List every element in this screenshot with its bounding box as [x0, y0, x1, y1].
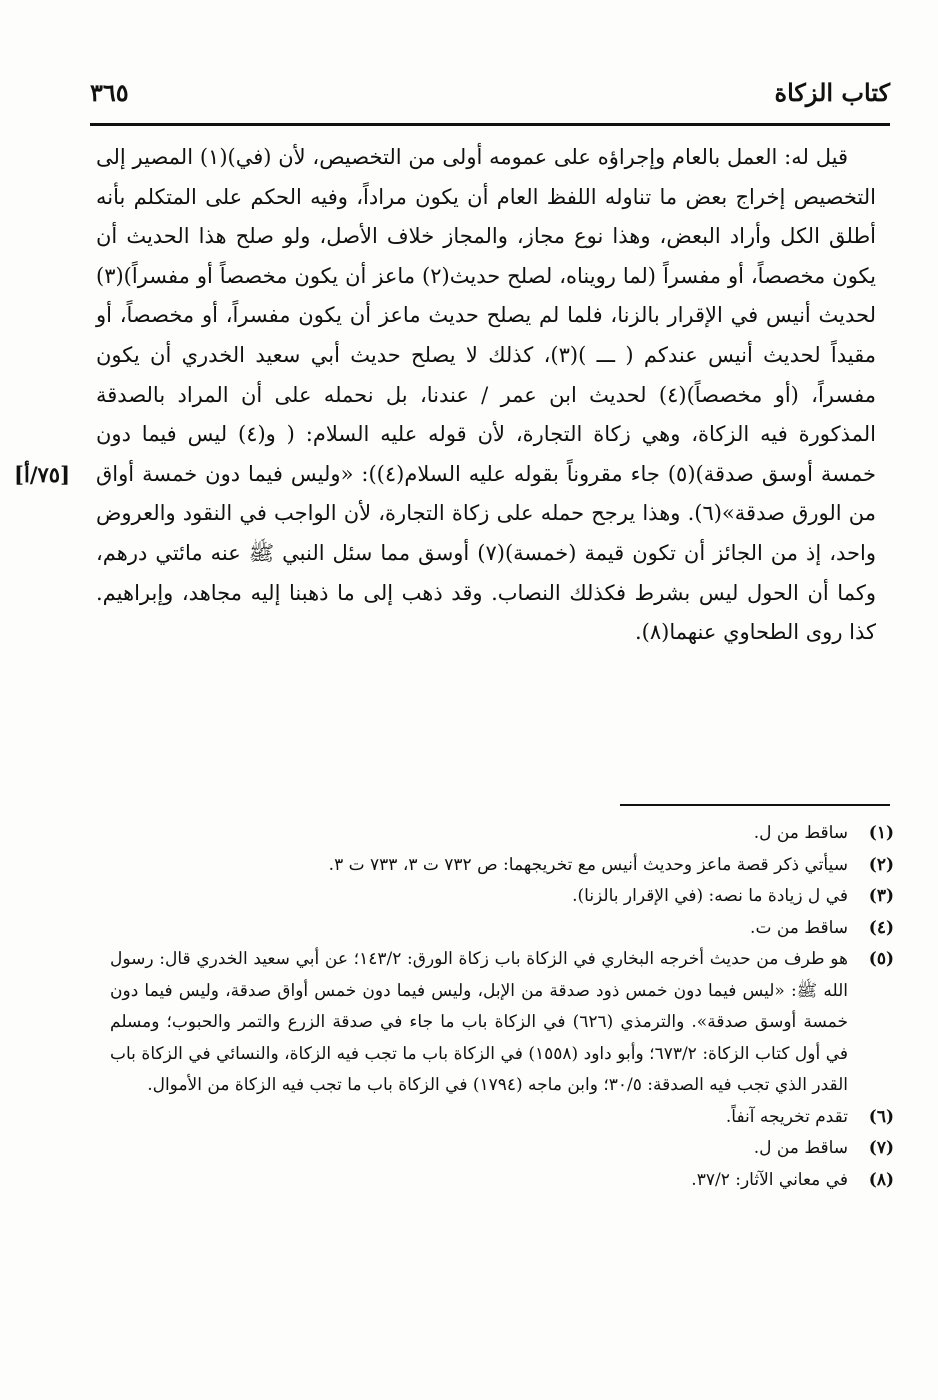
footnote-number: (٦): [868, 1106, 894, 1127]
footnote: [110, 850, 894, 882]
footnote-text: سيأتي ذكر قصة ماعز وحديث أنيس مع تخريجهما: ص ٧٣٢ ت ٣، ٧٣٣ ت ٣.: [328, 854, 848, 875]
footnote: [110, 1133, 894, 1165]
footnote-number: (٣): [868, 886, 894, 906]
main-text: [96, 138, 876, 653]
footnote: [110, 881, 894, 913]
footnote-text: ساقط من ل.: [753, 1138, 848, 1158]
running-title: كتاب الزكاة: [774, 78, 890, 107]
header-rule: [90, 123, 890, 126]
footnote: [110, 944, 894, 1102]
footnote: [110, 818, 894, 850]
footnote-text: ساقط من ت.: [750, 917, 848, 938]
footnote: [110, 1165, 894, 1197]
footnote-separator: [620, 804, 890, 806]
footnote-number: (٨): [868, 1169, 894, 1190]
footnote: [110, 1102, 894, 1134]
footnotes: [110, 818, 894, 1196]
footnote-text: تقدم تخريجه آنفاً.: [725, 1106, 848, 1127]
footnote-text: في ل زيادة ما نصه: (في الإقرار بالزنا).: [572, 886, 848, 906]
footnote-number: (٥): [868, 949, 894, 969]
body-paragraph: قيل له: العمل بالعام وإجراؤه على عمومه أولى من التخصيص، لأن (في)(١) المصير إلى التخصيص إخراج بعض ما تناوله اللفظ العام أن يكون مراداً، وفيه الحكم على المتكلم بأنه أطلق الكل وأراد البعض، وهذا نوع مجاز، والمجاز خلاف الأصل، ولو صلح هذا الحديث أن يكون مخصصاً، أو مفسراً (لما رويناه، لصلح حديث(٢) ماعز أن يكون مخصصاً أو مفسراً)(٣) لحديث أنيس في الإقرار بالزنا، فلما لم يصلح حديث ماعز أن يكون مفسراً، أو مخصصاً، أو مقيداً لحديث أنيس عندكم ( ـــ )(٣)، كذلك لا يصلح حديث أبي سعيد الخدري أن يكون مفسراً، (أو مخصصاً)(٤) لحديث ابن عمر / عندنا، بل نحمله على أن المراد بالصدقة المذكورة فيه الزكاة، وهي زكاة التجارة، لأن قوله عليه السلام: ( و(٤) ليس فيما دون خمسة أوسق صدقة)(٥) جاء مقروناً بقوله عليه السلام(٤)): «وليس فيما دون خمسة أواق من الورق صدقة»(٦). وهذا يرجح حمله على زكاة التجارة، لأن الواجب في النقود والعروض واحد، إذ من الجائز أن تكون قيمة (خمسة)(٧) أوسق مما سئل النبي ﷺ عنه مائتي درهم، وكما أن الحول ليس بشرط فكذلك النصاب. وقد ذهب إلى ما ذهبنا إليه مجاهد، وإبراهيم. كذا روى الطحاوي عنهما(٨).: [96, 145, 877, 645]
footnote: [110, 913, 894, 945]
page-header: [90, 78, 890, 118]
footnote-number: (٢): [868, 854, 894, 875]
page-number: ٣٦٥: [90, 78, 129, 107]
footnote-number: (٤): [868, 917, 894, 938]
footnote-number: (٧): [868, 1138, 894, 1158]
footnote-text: في معاني الآثار: ٣٧/٢.: [691, 1169, 848, 1190]
footnote-number: (١): [868, 823, 894, 843]
footnote-text: ساقط من ل.: [753, 823, 848, 843]
footnote-text: هو طرف من حديث أخرجه البخاري في الزكاة باب زكاة الورق: ١٤٣/٢؛ عن أبي سعيد الخدري قال: رسول الله ﷺ: «ليس فيما دون خمس ذود صدقة من الإبل، وليس فيما دون خمس أواق صدقة، وليس فيما دون خمسة أوسق صدقة». والترمذي (٦٢٦) في الزكاة باب ما جاء في صدقة الزرع والتمر والحبوب؛ ومسلم في أول كتاب الزكاة: ٦٧٣/٢؛ وأبو داود (١٥٥٨) في الزكاة باب ما تجب فيه الزكاة، والنسائي في الزكاة باب القدر الذي تجب فيه الصدقة: ٣٠/٥؛ وابن ماجه (١٧٩٤) في الزكاة باب ما تجب فيه الزكاة من الأموال.: [110, 949, 848, 1095]
margin-folio-reference: [٧٥/أ]: [14, 462, 70, 487]
